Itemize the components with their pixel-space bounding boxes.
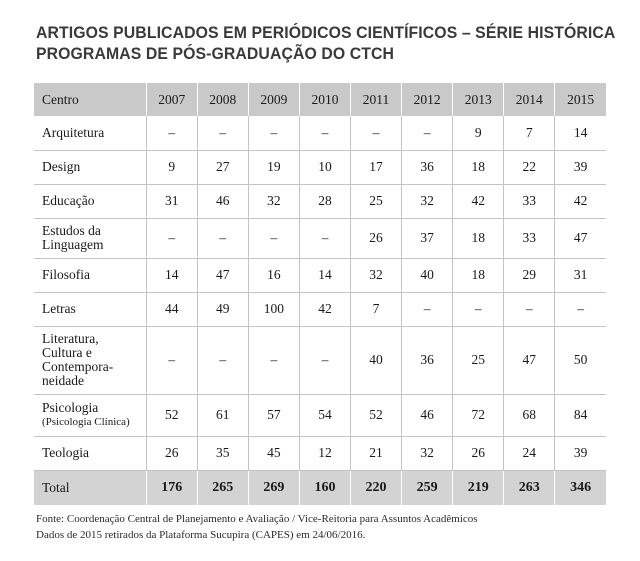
header-2011: 2011: [351, 83, 402, 116]
page-title: [36, 22, 616, 64]
table-row: [34, 394, 606, 436]
cell-value: 26: [146, 436, 197, 470]
cell-value: –: [555, 292, 606, 326]
cell-value: –: [504, 292, 555, 326]
cell-value: 47: [504, 326, 555, 394]
row-label: Filosofia: [34, 258, 146, 292]
cell-value: 24: [504, 436, 555, 470]
total-row: [34, 470, 606, 505]
cell-value: 68: [504, 394, 555, 436]
cell-value: 39: [555, 436, 606, 470]
total-value: 220: [351, 470, 402, 505]
total-value: 219: [453, 470, 504, 505]
source-line-1: Fonte: Coordenação Central de Planejamento e Avaliação / Vice-Reitoria para Assuntos Acadêmicos: [36, 513, 478, 525]
table-row: [34, 292, 606, 326]
cell-value: 25: [351, 184, 402, 218]
table-row: [34, 184, 606, 218]
cell-value: 46: [402, 394, 453, 436]
table-row: [34, 258, 606, 292]
cell-value: 37: [402, 218, 453, 258]
table-row: [34, 326, 606, 394]
cell-value: 31: [146, 184, 197, 218]
header-2010: 2010: [299, 83, 350, 116]
cell-value: –: [402, 116, 453, 150]
cell-value: 52: [351, 394, 402, 436]
row-label: [34, 394, 146, 436]
cell-value: 18: [453, 150, 504, 184]
cell-value: 45: [248, 436, 299, 470]
cell-value: 33: [504, 184, 555, 218]
cell-value: 12: [299, 436, 350, 470]
cell-value: 32: [402, 184, 453, 218]
cell-value: 47: [197, 258, 248, 292]
cell-value: 27: [197, 150, 248, 184]
cell-value: 25: [453, 326, 504, 394]
total-value: 265: [197, 470, 248, 505]
header-2015: 2015: [555, 83, 606, 116]
header-2013: 2013: [453, 83, 504, 116]
header-2014: 2014: [504, 83, 555, 116]
cell-value: –: [299, 218, 350, 258]
row-label: Estudos da Linguagem: [34, 218, 146, 258]
total-value: 263: [504, 470, 555, 505]
cell-value: 10: [299, 150, 350, 184]
cell-value: 44: [146, 292, 197, 326]
cell-value: 22: [504, 150, 555, 184]
header-2007: 2007: [146, 83, 197, 116]
header-2009: 2009: [248, 83, 299, 116]
cell-value: 32: [402, 436, 453, 470]
row-label: Literatura, Cultura e Contempora-neidade: [34, 326, 146, 394]
cell-value: 18: [453, 258, 504, 292]
cell-value: 21: [351, 436, 402, 470]
cell-value: –: [453, 292, 504, 326]
cell-value: –: [248, 218, 299, 258]
row-label: Letras: [34, 292, 146, 326]
cell-value: 14: [146, 258, 197, 292]
cell-value: 47: [555, 218, 606, 258]
row-label-sub: (Psicologia Clínica): [42, 416, 130, 428]
header-centro: Centro: [34, 83, 146, 116]
cell-value: 84: [555, 394, 606, 436]
cell-value: –: [402, 292, 453, 326]
cell-value: 52: [146, 394, 197, 436]
cell-value: 28: [299, 184, 350, 218]
row-label: Design: [34, 150, 146, 184]
cell-value: 7: [504, 116, 555, 150]
cell-value: 18: [453, 218, 504, 258]
total-value: 259: [402, 470, 453, 505]
cell-value: 16: [248, 258, 299, 292]
total-value: 346: [555, 470, 606, 505]
title-line-2: PROGRAMAS DE PÓS-GRADUAÇÃO DO CTCH: [36, 44, 395, 63]
title-line-1: ARTIGOS PUBLICADOS EM PERIÓDICOS CIENTÍFICOS – SÉRIE HISTÓRICA: [36, 23, 616, 42]
cell-value: 36: [402, 150, 453, 184]
row-label: Teologia: [34, 436, 146, 470]
cell-value: 57: [248, 394, 299, 436]
cell-value: 32: [351, 258, 402, 292]
cell-value: 40: [402, 258, 453, 292]
cell-value: 40: [351, 326, 402, 394]
cell-value: 36: [402, 326, 453, 394]
cell-value: –: [351, 116, 402, 150]
cell-value: –: [299, 116, 350, 150]
cell-value: –: [197, 326, 248, 394]
total-value: 160: [299, 470, 350, 505]
cell-value: –: [146, 218, 197, 258]
articles-table: [34, 83, 606, 505]
cell-value: –: [197, 218, 248, 258]
cell-value: –: [299, 326, 350, 394]
table-header-row: [34, 83, 606, 116]
cell-value: 42: [299, 292, 350, 326]
cell-value: 100: [248, 292, 299, 326]
cell-value: 9: [453, 116, 504, 150]
cell-value: 9: [146, 150, 197, 184]
cell-value: 14: [555, 116, 606, 150]
cell-value: 33: [504, 218, 555, 258]
table-row: [34, 218, 606, 258]
cell-value: 39: [555, 150, 606, 184]
row-label: Arquitetura: [34, 116, 146, 150]
source-line-2: Dados de 2015 retirados da Plataforma Sucupira (CAPES) em 24/06/2016.: [36, 529, 366, 541]
cell-value: 29: [504, 258, 555, 292]
total-value: 176: [146, 470, 197, 505]
cell-value: –: [197, 116, 248, 150]
cell-value: 31: [555, 258, 606, 292]
cell-value: 17: [351, 150, 402, 184]
cell-value: 32: [248, 184, 299, 218]
cell-value: 54: [299, 394, 350, 436]
total-label: Total: [34, 470, 146, 505]
cell-value: –: [146, 116, 197, 150]
total-value: 269: [248, 470, 299, 505]
cell-value: 42: [555, 184, 606, 218]
header-2012: 2012: [402, 83, 453, 116]
cell-value: 72: [453, 394, 504, 436]
cell-value: 26: [351, 218, 402, 258]
cell-value: 7: [351, 292, 402, 326]
cell-value: 46: [197, 184, 248, 218]
cell-value: –: [146, 326, 197, 394]
cell-value: 35: [197, 436, 248, 470]
row-label-main: Psicologia: [42, 400, 99, 415]
cell-value: 19: [248, 150, 299, 184]
cell-value: 26: [453, 436, 504, 470]
cell-value: 49: [197, 292, 248, 326]
cell-value: 14: [299, 258, 350, 292]
table-row: [34, 116, 606, 150]
cell-value: 61: [197, 394, 248, 436]
cell-value: –: [248, 116, 299, 150]
table-row: [34, 150, 606, 184]
header-2008: 2008: [197, 83, 248, 116]
table-row: [34, 436, 606, 470]
cell-value: 42: [453, 184, 504, 218]
row-label: Educação: [34, 184, 146, 218]
cell-value: 50: [555, 326, 606, 394]
source-note: [36, 511, 626, 543]
cell-value: –: [248, 326, 299, 394]
